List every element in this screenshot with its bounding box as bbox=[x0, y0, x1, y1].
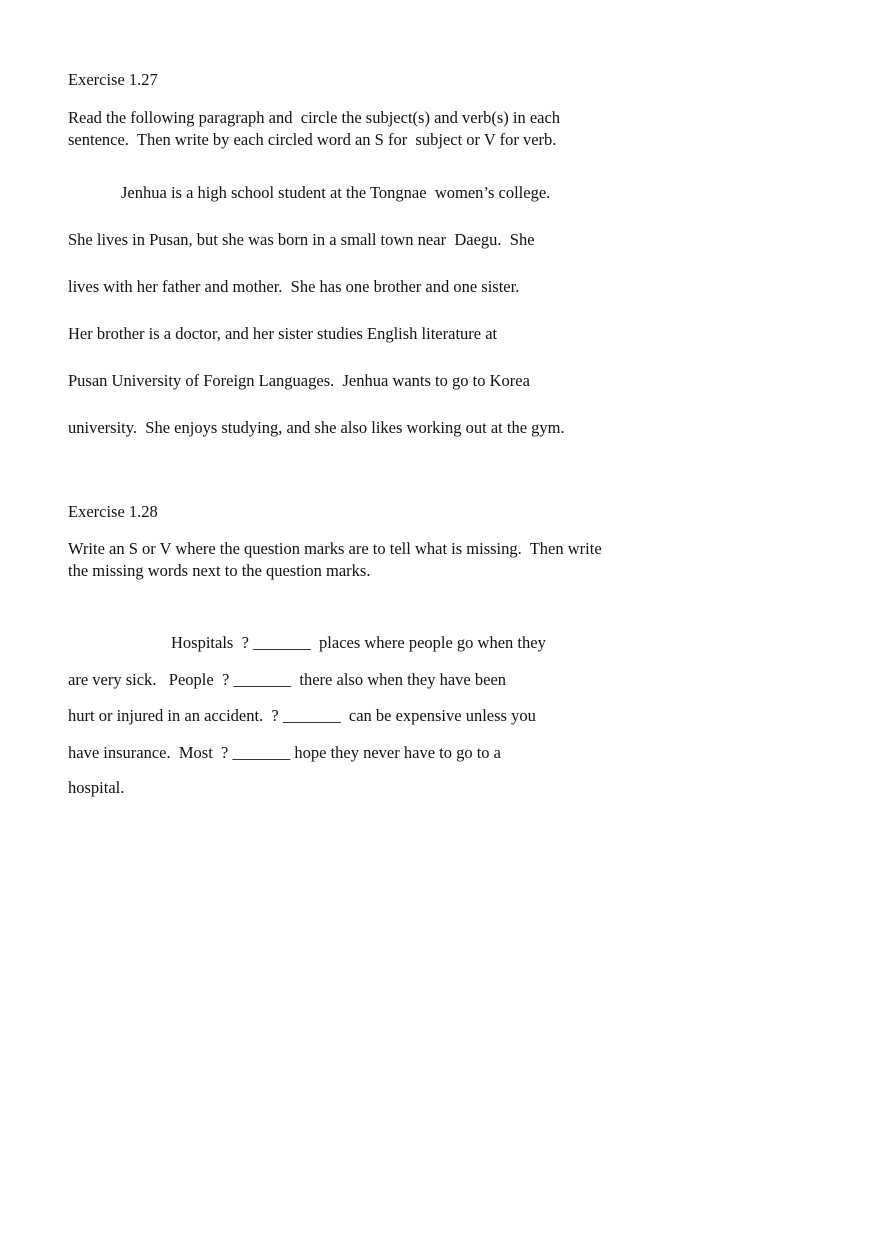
exercise-1-27-title: Exercise 1.27 bbox=[68, 70, 158, 89]
exercise-1-27-paragraph-line: Her brother is a doctor, and her sister studies English literature at bbox=[68, 324, 498, 343]
exercise-1-27-paragraph-line: lives with her father and mother. She has one brother and one sister. bbox=[68, 277, 520, 296]
exercise-1-28-title: Exercise 1.28 bbox=[68, 502, 158, 521]
exercise-1-27-instruction-line: Read the following paragraph and circle the subject(s) and verb(s) in each bbox=[68, 108, 561, 127]
exercise-1-28-paragraph-line: hospital. bbox=[68, 778, 125, 797]
exercise-1-27-paragraph-line: Pusan University of Foreign Languages. Jenhua wants to go to Korea bbox=[68, 371, 530, 390]
exercise-1-28-paragraph-line: hurt or injured in an accident. ? _______ can be expensive unless you bbox=[68, 706, 536, 725]
exercise-1-28-instruction-line: Write an S or V where the question marks are to tell what is missing. Then write bbox=[68, 539, 602, 558]
exercise-1-27-paragraph-line: university. She enjoys studying, and she also likes working out at the gym. bbox=[68, 418, 565, 437]
exercise-1-27-instruction-line: sentence. Then write by each circled word an S for subject or V for verb. bbox=[68, 130, 557, 149]
exercise-1-27-paragraph-line: She lives in Pusan, but she was born in a small town near Daegu. She bbox=[68, 230, 535, 249]
exercise-1-28-paragraph-line: have insurance. Most ? _______ hope they never have to go to a bbox=[68, 743, 502, 762]
exercise-1-28-paragraph-line: Hospitals ? _______ places where people go when they bbox=[171, 633, 546, 652]
exercise-1-27-paragraph-line: Jenhua is a high school student at the Tongnae women’s college. bbox=[121, 183, 551, 202]
exercise-1-28-paragraph-line: are very sick. People ? _______ there also when they have been bbox=[68, 670, 507, 689]
exercise-1-28-instruction-line: the missing words next to the question marks. bbox=[68, 561, 371, 580]
